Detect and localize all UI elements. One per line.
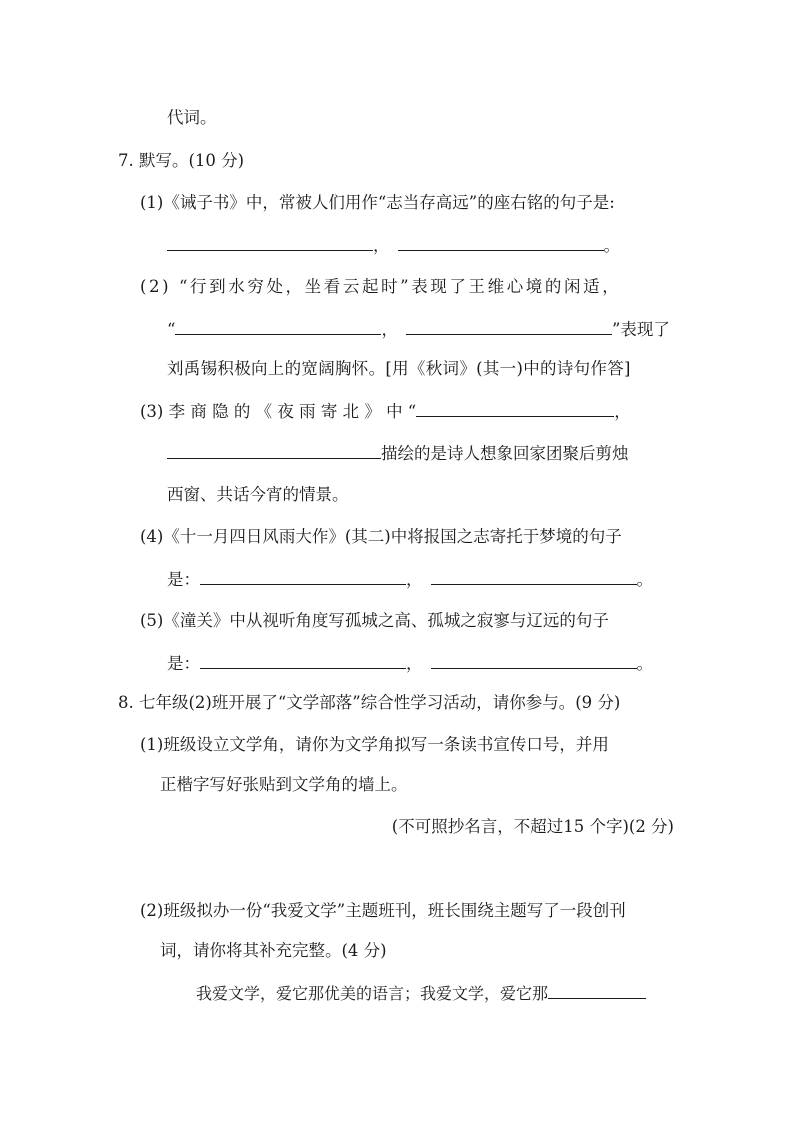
answer-blank[interactable] xyxy=(406,318,612,335)
question-7-heading: 7. 默写。(10 分) xyxy=(118,151,245,170)
answer-blank[interactable] xyxy=(167,442,381,459)
answer-blank[interactable] xyxy=(416,400,614,417)
q8-item-1-continuation: 正楷字写好张贴到文学角的墙上。 xyxy=(160,775,408,794)
q7-item-3-line-1: (3) 李 商 隐 的 《 夜 雨 寄 北 》 中 “ ， xyxy=(140,402,631,421)
q7-item-1-prompt: (1)《诫子书》中，常被人们用作“志当存高远”的座右铭的句子是: xyxy=(140,193,615,212)
q8-item-1-prompt: (1)班级设立文学角，请你为文学角拟写一条读书宣传口号，并用 xyxy=(140,735,609,754)
q7-item-4-prompt: (4)《十一月四日风雨大作》(其二)中将报国之志寄托于梦境的句子 xyxy=(140,527,622,546)
answer-blank[interactable] xyxy=(431,652,637,669)
answer-blank[interactable] xyxy=(175,318,381,335)
answer-blank[interactable] xyxy=(167,234,373,251)
q7-item-1-answer-line: ， 。 xyxy=(167,234,620,257)
q7-item-5-prompt: (5)《潼关》中从视听角度写孤城之高、孤城之寂寥与辽远的句子 xyxy=(140,611,609,630)
question-8-heading: 8. 七年级(2)班开展了“文学部落”综合性学习活动，请你参与。(9 分) xyxy=(118,693,621,712)
answer-blank[interactable] xyxy=(431,568,637,585)
answer-blank[interactable] xyxy=(200,568,406,585)
q7-item-3-continuation: 西窗、共话今宵的情景。 xyxy=(167,485,349,504)
q7-item-2-answer-line: “ ， ”表现了 xyxy=(167,320,670,339)
q7-item-3-line-2: 描绘的是诗人想象回家团聚后剪烛 xyxy=(167,442,629,465)
q8-item-1-note: (不可照抄名言，不超过15 个字)(2 分) xyxy=(391,817,674,836)
q8-item-2-continuation: 词，请你将其补充完整。(4 分) xyxy=(160,941,387,960)
answer-blank[interactable] xyxy=(398,234,604,251)
q7-item-2-prompt: (2) “行到水穷处，坐看云起时”表现了王维心境的闲适， xyxy=(140,277,622,296)
q7-item-4-answer-line: 是： ， 。 xyxy=(167,570,653,589)
q8-item-2-passage: 我爱文学，爱它那优美的语言；我爱文学，爱它那 xyxy=(196,982,646,1005)
answer-blank[interactable] xyxy=(200,652,406,669)
q7-item-5-answer-line: 是： ， 。 xyxy=(167,654,653,673)
answer-blank[interactable] xyxy=(548,982,646,999)
q7-item-2-continuation: 刘禹锡积极向上的宽阔胸怀。[用《秋词》(其一)中的诗句作答] xyxy=(167,359,631,378)
carry-over-text: 代词。 xyxy=(167,108,217,127)
q8-item-2-prompt: (2)班级拟办一份“我爱文学”主题班刊，班长围绕主题写了一段创刊 xyxy=(140,901,626,920)
